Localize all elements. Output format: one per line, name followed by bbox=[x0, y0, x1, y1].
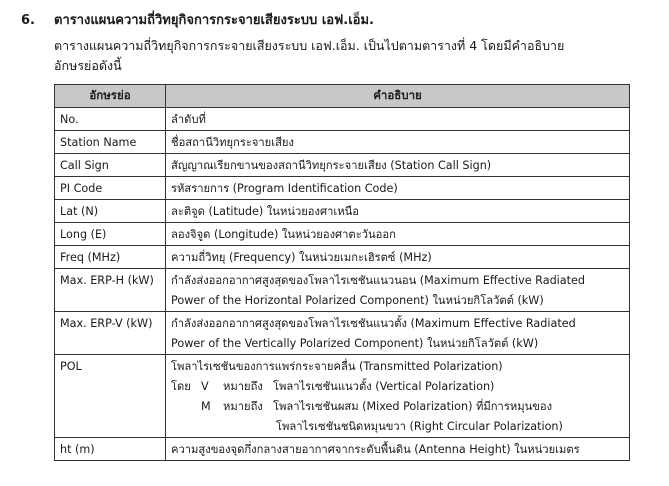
header-description: คำอธิบาย bbox=[166, 85, 630, 108]
row-abbr: PI Code bbox=[55, 177, 166, 200]
table-row-erp-v bbox=[55, 312, 630, 355]
pol-line-v bbox=[171, 377, 624, 397]
erp-v-line-1: กำลังส่งออกอากาศสูงสุดของโพลาไรเซชันแนวตั้ง (Maximum Effective Radiated bbox=[171, 317, 576, 330]
row-abbr: Long (E) bbox=[55, 223, 166, 246]
section-intro bbox=[54, 36, 654, 76]
row-desc: ความสูงของจุดกึ่งกลางสายอากาศจากระดับพื้นดิน (Antenna Height) ในหน่วยเมตร bbox=[166, 438, 630, 461]
row-abbr: Max. ERP-V (kW) bbox=[55, 312, 166, 355]
pol-m-code: M bbox=[201, 400, 211, 413]
pol-v-mean: หมายถึง bbox=[223, 380, 263, 393]
intro-line-1: ตารางแผนความถี่วิทยุกิจการกระจายเสียงระบบ เอฟ.เอ็ม. เป็นไปตามตารางที่ 4 โดยมีคำอธิบาย bbox=[54, 38, 565, 53]
row-desc bbox=[166, 269, 630, 312]
row-abbr: ht (m) bbox=[55, 438, 166, 461]
table-row bbox=[55, 246, 630, 269]
pol-v-desc: โพลาไรเซชันแนวตั้ง (Vertical Polarization) bbox=[273, 380, 495, 393]
row-abbr: No. bbox=[55, 108, 166, 131]
row-desc bbox=[166, 355, 630, 438]
row-abbr: Max. ERP-H (kW) bbox=[55, 269, 166, 312]
erp-v-line-2: Power of the Vertically Polarized Component) ในหน่วยกิโลวัตต์ (kW) bbox=[171, 337, 539, 350]
table-row-pol bbox=[55, 355, 630, 438]
table-row bbox=[55, 223, 630, 246]
table-row-ht bbox=[55, 438, 630, 461]
pol-line-m bbox=[171, 397, 624, 417]
row-abbr: Station Name bbox=[55, 131, 166, 154]
section-heading bbox=[21, 9, 374, 30]
table-row bbox=[55, 131, 630, 154]
table-row bbox=[55, 200, 630, 223]
table-row bbox=[55, 154, 630, 177]
row-desc: ลำดับที่ bbox=[166, 108, 630, 131]
pol-m-mean: หมายถึง bbox=[223, 400, 263, 413]
row-desc: ละติจูด (Latitude) ในหน่วยองศาเหนือ bbox=[166, 200, 630, 223]
row-desc bbox=[166, 312, 630, 355]
erp-h-line-1: กำลังส่งออกอากาศสูงสุดของโพลาไรเซชันแนวนอน (Maximum Effective Radiated bbox=[171, 274, 586, 287]
row-desc: รหัสรายการ (Program Identification Code) bbox=[166, 177, 630, 200]
row-abbr: Lat (N) bbox=[55, 200, 166, 223]
pol-by: โดย bbox=[171, 380, 191, 393]
intro-line-2: อักษรย่อดังนี้ bbox=[54, 58, 122, 73]
header-abbreviation: อักษรย่อ bbox=[55, 85, 166, 108]
section-number: 6. bbox=[21, 13, 35, 28]
pol-v-code: V bbox=[201, 380, 209, 393]
section-title: ตารางแผนความถี่วิทยุกิจการกระจายเสียงระบบ เอฟ.เอ็ม. bbox=[54, 13, 374, 28]
pol-m-desc: โพลาไรเซชันผสม (Mixed Polarization) ที่มีการหมุนของ bbox=[273, 400, 553, 413]
row-desc: ลองจิจูด (Longitude) ในหน่วยองศาตะวันออก bbox=[166, 223, 630, 246]
pol-line-1: โพลาไรเซชันของการแพร่กระจายคลื่น (Transmitted Polarization) bbox=[171, 360, 503, 373]
row-desc: ความถี่วิทยุ (Frequency) ในหน่วยเมกะเฮิรตซ์ (MHz) bbox=[166, 246, 630, 269]
row-desc: ชื่อสถานีวิทยุกระจายเสียง bbox=[166, 131, 630, 154]
row-abbr: POL bbox=[55, 355, 166, 438]
row-desc: สัญญาณเรียกขานของสถานีวิทยุกระจายเสียง (Station Call Sign) bbox=[166, 154, 630, 177]
table-row bbox=[55, 177, 630, 200]
row-abbr: Freq (MHz) bbox=[55, 246, 166, 269]
row-abbr: Call Sign bbox=[55, 154, 166, 177]
table-row bbox=[55, 108, 630, 131]
pol-line-m2: โพลาไรเซชันชนิดหมุนขวา (Right Circular Polarization) bbox=[276, 420, 563, 433]
table-header-row bbox=[55, 85, 630, 108]
erp-h-line-2: Power of the Horizontal Polarized Component) ในหน่วยกิโลวัตต์ (kW) bbox=[171, 294, 544, 307]
abbreviation-table bbox=[54, 84, 630, 461]
table-row-erp-h bbox=[55, 269, 630, 312]
